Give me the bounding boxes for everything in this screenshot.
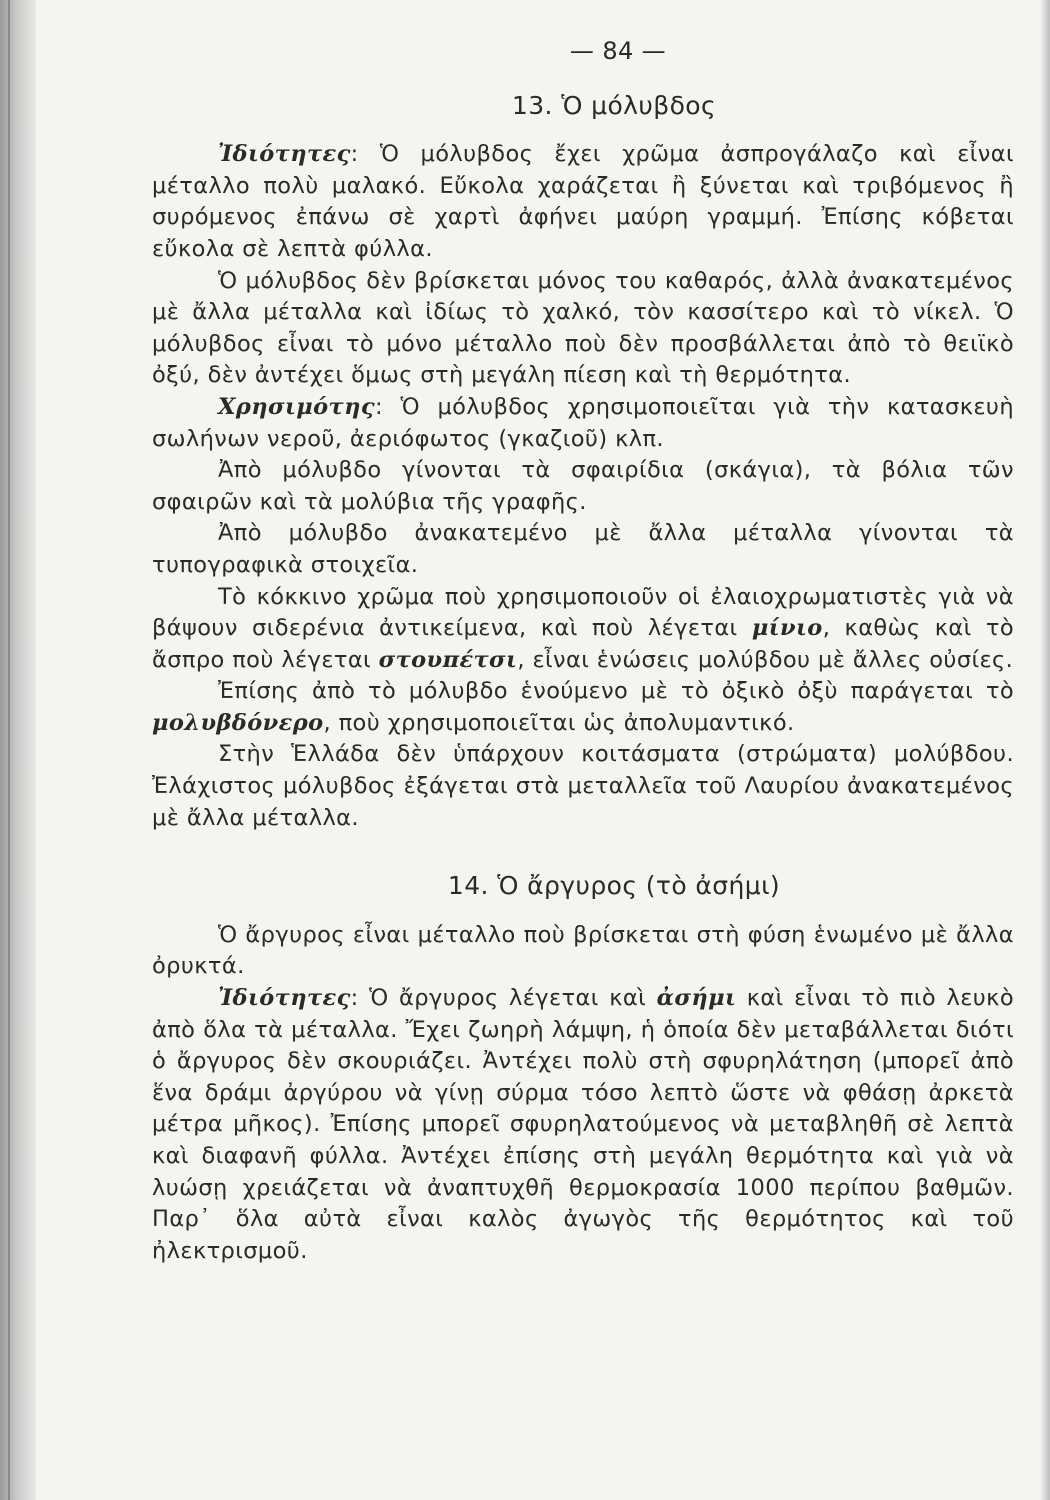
s13-paragraph-properties: [152, 139, 1014, 265]
page-number: — 84 —: [569, 37, 667, 65]
pigments-text-3: , εἶναι ἑνώσεις μολύβδου μὲ ἄλλες οὐσίες.: [517, 646, 1014, 673]
s13-paragraph-lead-water: [152, 676, 1014, 739]
uses-text: : Ὁ μόλυβδος χρησιμοποιεῖται γιὰ τὴν κατασκευὴ σωλήνων νεροῦ, ἀεριόφωτος (γκαζιοῦ) κλπ.: [152, 393, 1014, 452]
term-asimi: ἀσήμι: [656, 985, 737, 1012]
lead-water-text-2: , ποὺ χρησιμοποιεῖται ὡς ἀπολυμαντικό.: [323, 709, 795, 736]
s13-paragraph-uses: [152, 392, 1014, 455]
spine-edge-line: [8, 0, 10, 1500]
s13-paragraph-greece: Στὴν Ἑλλάδα δὲν ὑπάρχουν κοιτάσματα (στρώματα) μολύβδου. Ἐλάχιστος μόλυβδος ἐξάγεται στὰ μεταλλεῖα τοῦ Λαυρίου ἀνακατεμένος μὲ ἄλλα μέταλλα.: [152, 741, 1014, 831]
silver-properties-text-2: καὶ εἶναι τὸ πιὸ λευκὸ ἀπὸ ὅλα τὰ μέταλλα. Ἔχει ζωηρὴ λάμψη, ἡ ὁποία δὲν μεταβάλλεται διότι ὁ ἄργυρος δὲν σκουριάζει. Ἀντέχει πολὺ στὴ σφυρηλάτηση (μπορεῖ ἀπὸ ἕνα δράμι ἀργύρου νὰ γίνῃ σύρμα τόσο λεπτὸ ὥστε νὰ φθάσῃ ἀρκετὰ μέτρα μῆκος). Ἐπίσης μπορεῖ σφυρηλατούμενος νὰ μεταβληθῆ σὲ λεπτὰ καὶ διαφανῆ φύλλα. Ἀντέχει ἐπίσης στὴ μεγάλη θερμότητα καὶ γιὰ νὰ λυώσῃ χρειάζεται νὰ ἀναπτυχθῆ θερμοκρασία 1000 περίπου βαθμῶν. Παρ᾽ ὅλα αὐτὰ εἶναι καλὸς ἀγωγὸς τῆς θερμότητος καὶ τοῦ ἠλεκτρισμοῦ.: [152, 985, 1014, 1264]
term-molyvdonero: μολυβδόνερο: [152, 709, 324, 736]
uses-label: Χρησιμότης: [218, 393, 375, 420]
pigments-text-2: , καθὼς καὶ τὸ ἄσπρο ποὺ λέγεται: [152, 615, 1014, 673]
s13-paragraph-type: Ἀπὸ μόλυβδο ἀνακατεμένο μὲ ἄλλα μέταλλα γίνονται τὰ τυπογραφικὰ στοιχεῖα.: [152, 520, 1014, 578]
page-right-edge: [1040, 0, 1050, 1500]
silver-properties-text-1: : Ὁ ἄργυρος λέγεται καὶ: [350, 985, 657, 1012]
s14-paragraph-properties: [152, 983, 1014, 1267]
term-stoupetsi: στουπέτσι: [378, 646, 518, 673]
properties-text: : Ὁ μόλυβδος ἔχει χρῶμα ἀσπρογάλαζο καὶ εἶναι μέταλλο πολὺ μαλακό. Εὔκολα χαράζεται ἢ ξύνεται καὶ τριβόμενος ἢ συρόμενος ἐπάνω σὲ χαρτὶ ἀφήνει μαύρη γραμμή. Ἐπίσης κόβεται εὔκολα σὲ λεπτὰ φύλλα.: [152, 141, 1014, 262]
silver-properties-label: Ἰδιότητες: [218, 985, 351, 1012]
section-14-title: 14. Ὁ ἄργυρος (τὸ ἀσήμι): [447, 871, 781, 901]
lead-water-text-1: Ἐπίσης ἀπὸ τὸ μόλυβδο ἑνούμενο μὲ τὸ ὀξικὸ ὀξὺ παράγεται τὸ: [218, 678, 1014, 705]
page-content: [152, 36, 1014, 1267]
section-13-title: 13. Ὁ μόλυβδος: [511, 90, 717, 120]
s14-paragraph-intro: Ὁ ἄργυρος εἶναι μέταλλο ποὺ βρίσκεται στὴ φύση ἑνωμένο μὲ ἄλλα ὀρυκτά.: [152, 921, 1014, 980]
properties-label: Ἰδιότητες: [218, 141, 351, 168]
s13-paragraph-pellets: Ἀπὸ μόλυβδο γίνονται τὰ σφαιρίδια (σκάγια), τὰ βόλια τῶν σφαιρῶν καὶ τὰ μολύβια τῆς γραφῆς.: [152, 457, 1014, 515]
term-minio: μίνιο: [751, 615, 823, 642]
s13-paragraph-occurrence: Ὁ μόλυβδος δὲν βρίσκεται μόνος του καθαρός, ἀλλὰ ἀνακατεμένος μὲ ἄλλα μέταλλα καὶ ἰδίως τὸ χαλκό, τὸν κασσίτερο καὶ τὸ νίκελ. Ὁ μόλυβδος εἶναι τὸ μόνο μέταλλο ποὺ δὲν προσβάλλεται ἀπὸ τὸ θειϊκὸ ὀξύ, δὲν ἀντέχει ὅμως στὴ μεγάλη πίεση καὶ τὴ θερμότητα.: [152, 267, 1014, 389]
s13-paragraph-pigments: [152, 582, 1014, 677]
pigments-text-1: Τὸ κόκκινο χρῶμα ποὺ χρησιμοποιοῦν οἱ ἐλαιοχρωματιστὲς γιὰ νὰ βάψουν σιδερένια ἀντικείμενα, καὶ ποὺ λέγεται: [152, 583, 1014, 642]
book-spine-shadow: [0, 0, 36, 1500]
